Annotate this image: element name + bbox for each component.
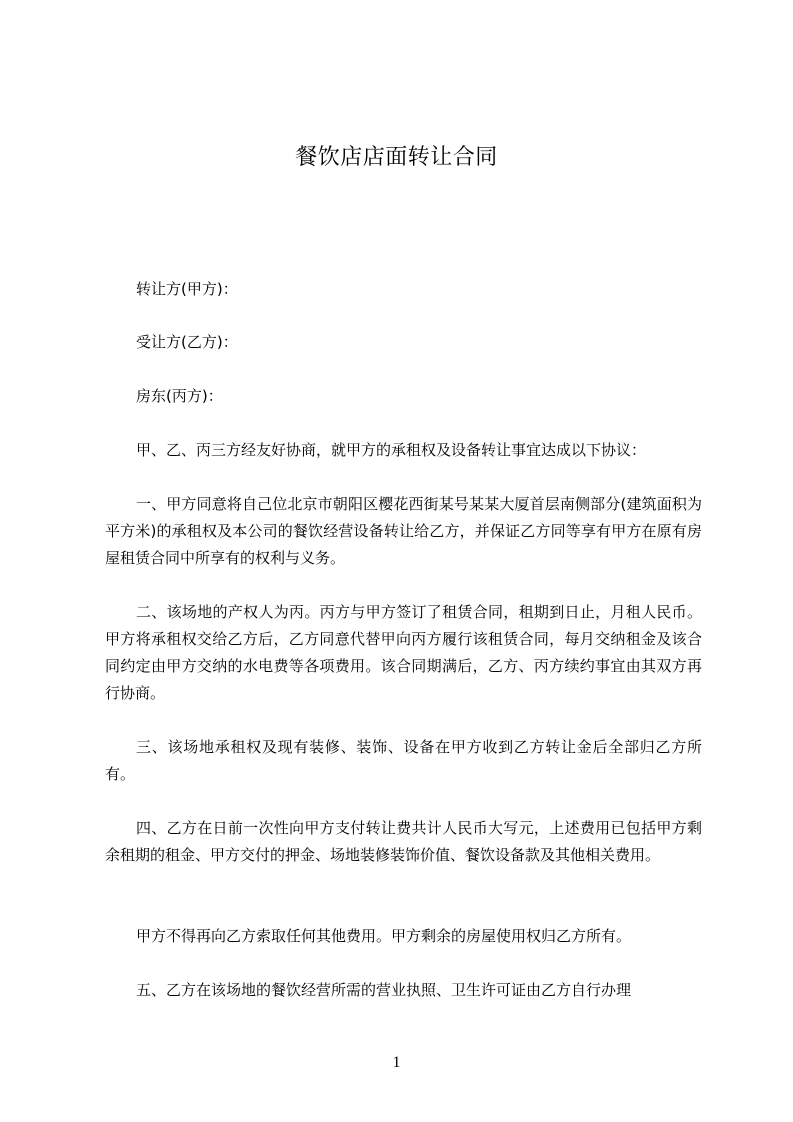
clause-3: 三、该场地承租权及现有装修、装饰、设备在甲方收到乙方转让金后全部归乙方所有。	[105, 738, 702, 783]
clause-1: 一、甲方同意将自己位北京市朝阳区樱花西街某号某某大厦首层南侧部分(建筑面积为平方米)的承租权及本公司的餐饮经营设备转让给乙方，并保证乙方同等享有甲方在原有房屋租赁合同中所享有的权利与义务。	[105, 495, 702, 567]
page-title: 餐饮店店面转让合同	[295, 145, 498, 170]
clause-4: 四、乙方在日前一次性向甲方支付转让费共计人民币大写元，上述费用已包括甲方剩余租期的租金、甲方交付的押金、场地装修装饰价值、餐饮设备款及其他相关费用。	[105, 819, 702, 864]
clause-2: 二、该场地的产权人为丙。丙方与甲方签订了租赁合同，租期到日止，月租人民币。甲方将承租权交给乙方后，乙方同意代替甲向丙方履行该租赁合同，每月交纳租金及该合同约定由甲方交纳的水电费等各项费用。该合同期满后，乙方、丙方续约事宜由其双方再行协商。	[105, 603, 702, 702]
party-transferor: 转让方(甲方)：	[136, 280, 238, 298]
party-landlord: 房东(丙方)：	[136, 387, 223, 405]
clause-4-note: 甲方不得再向乙方索取任何其他费用。甲方剩余的房屋使用权归乙方所有。	[136, 927, 632, 945]
intro-paragraph: 甲、乙、丙三方经友好协商，就甲方的承租权及设备转让事宜达成以下协议：	[136, 441, 647, 459]
page-number: 1	[392, 1054, 401, 1071]
party-transferee: 受让方(乙方)：	[136, 333, 238, 351]
clause-5: 五、乙方在该场地的餐饮经营所需的营业执照、卫生许可证由乙方自行办理	[136, 981, 632, 999]
